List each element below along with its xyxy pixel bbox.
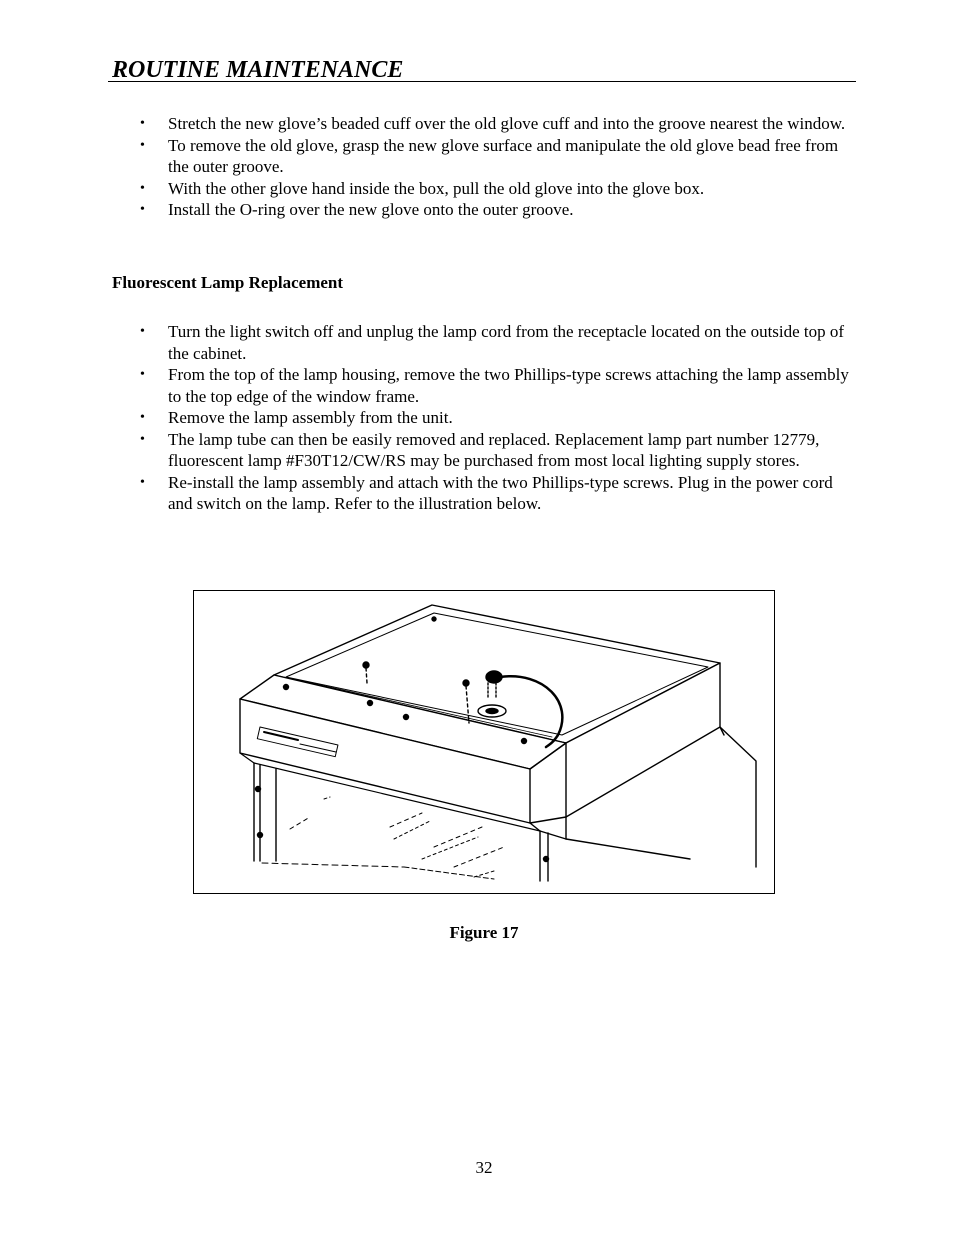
list-item-text: Stretch the new glove’s beaded cuff over the old glove cuff and into the groove nearest the window. — [168, 114, 846, 133]
list-item — [130, 321, 850, 364]
list-item — [130, 407, 850, 429]
list-item — [130, 472, 850, 515]
list-item-text: With the other glove hand inside the box, pull the old glove into the glove box. — [168, 178, 705, 198]
list-item — [130, 429, 850, 472]
list-item — [130, 178, 850, 200]
list-item-text: The lamp tube can then be easily removed and replaced. Replacement lamp part number 12779, fluorescent lamp #F30T12/CW/RS may be purchased from most local lighting supply stores. — [168, 429, 820, 470]
lamp-steps-list — [130, 321, 850, 515]
list-item — [130, 199, 850, 221]
page-title: ROUTINE MAINTENANCE — [112, 57, 404, 83]
page-number: 32 — [475, 1158, 493, 1177]
bullet-icon: • — [140, 431, 145, 447]
list-item-text: Install the O-ring over the new glove onto the outer groove. — [168, 200, 574, 219]
list-item-text: Remove the lamp assembly from the unit. — [168, 408, 453, 427]
list-item-text: Turn the light switch off and unplug the lamp cord from the receptacle located on the outside top of the cabinet. — [168, 322, 845, 363]
section-heading: Fluorescent Lamp Replacement — [112, 273, 344, 292]
header-rule — [108, 81, 856, 82]
list-item-text: Re-install the lamp assembly and attach with the two Phillips-type screws. Plug in the power cord and switch on the lamp. Refer to the illustration below. — [168, 472, 833, 513]
lamp-housing-illustration — [194, 591, 774, 893]
figure-frame — [193, 590, 775, 894]
bullet-icon: • — [140, 474, 145, 490]
bullet-icon: • — [140, 324, 145, 339]
list-item-text: From the top of the lamp housing, remove the two Phillips-type screws attaching the lamp assembly to the top edge of the window frame. — [168, 365, 849, 406]
list-item — [130, 135, 850, 178]
figure-caption: Figure 17 — [449, 923, 519, 942]
bullet-icon: • — [140, 137, 145, 153]
glove-steps-list — [130, 113, 850, 221]
list-item — [130, 113, 850, 135]
bullet-icon: • — [140, 202, 145, 217]
window-glass — [262, 797, 504, 879]
list-item-text: To remove the old glove, grasp the new glove surface and manipulate the old glove bead free from the outer groove. — [168, 135, 839, 176]
bullet-icon: • — [140, 410, 145, 425]
list-item — [130, 364, 850, 407]
bullet-icon: • — [140, 116, 145, 131]
bullet-icon: • — [140, 367, 145, 382]
bullet-icon: • — [140, 180, 145, 196]
